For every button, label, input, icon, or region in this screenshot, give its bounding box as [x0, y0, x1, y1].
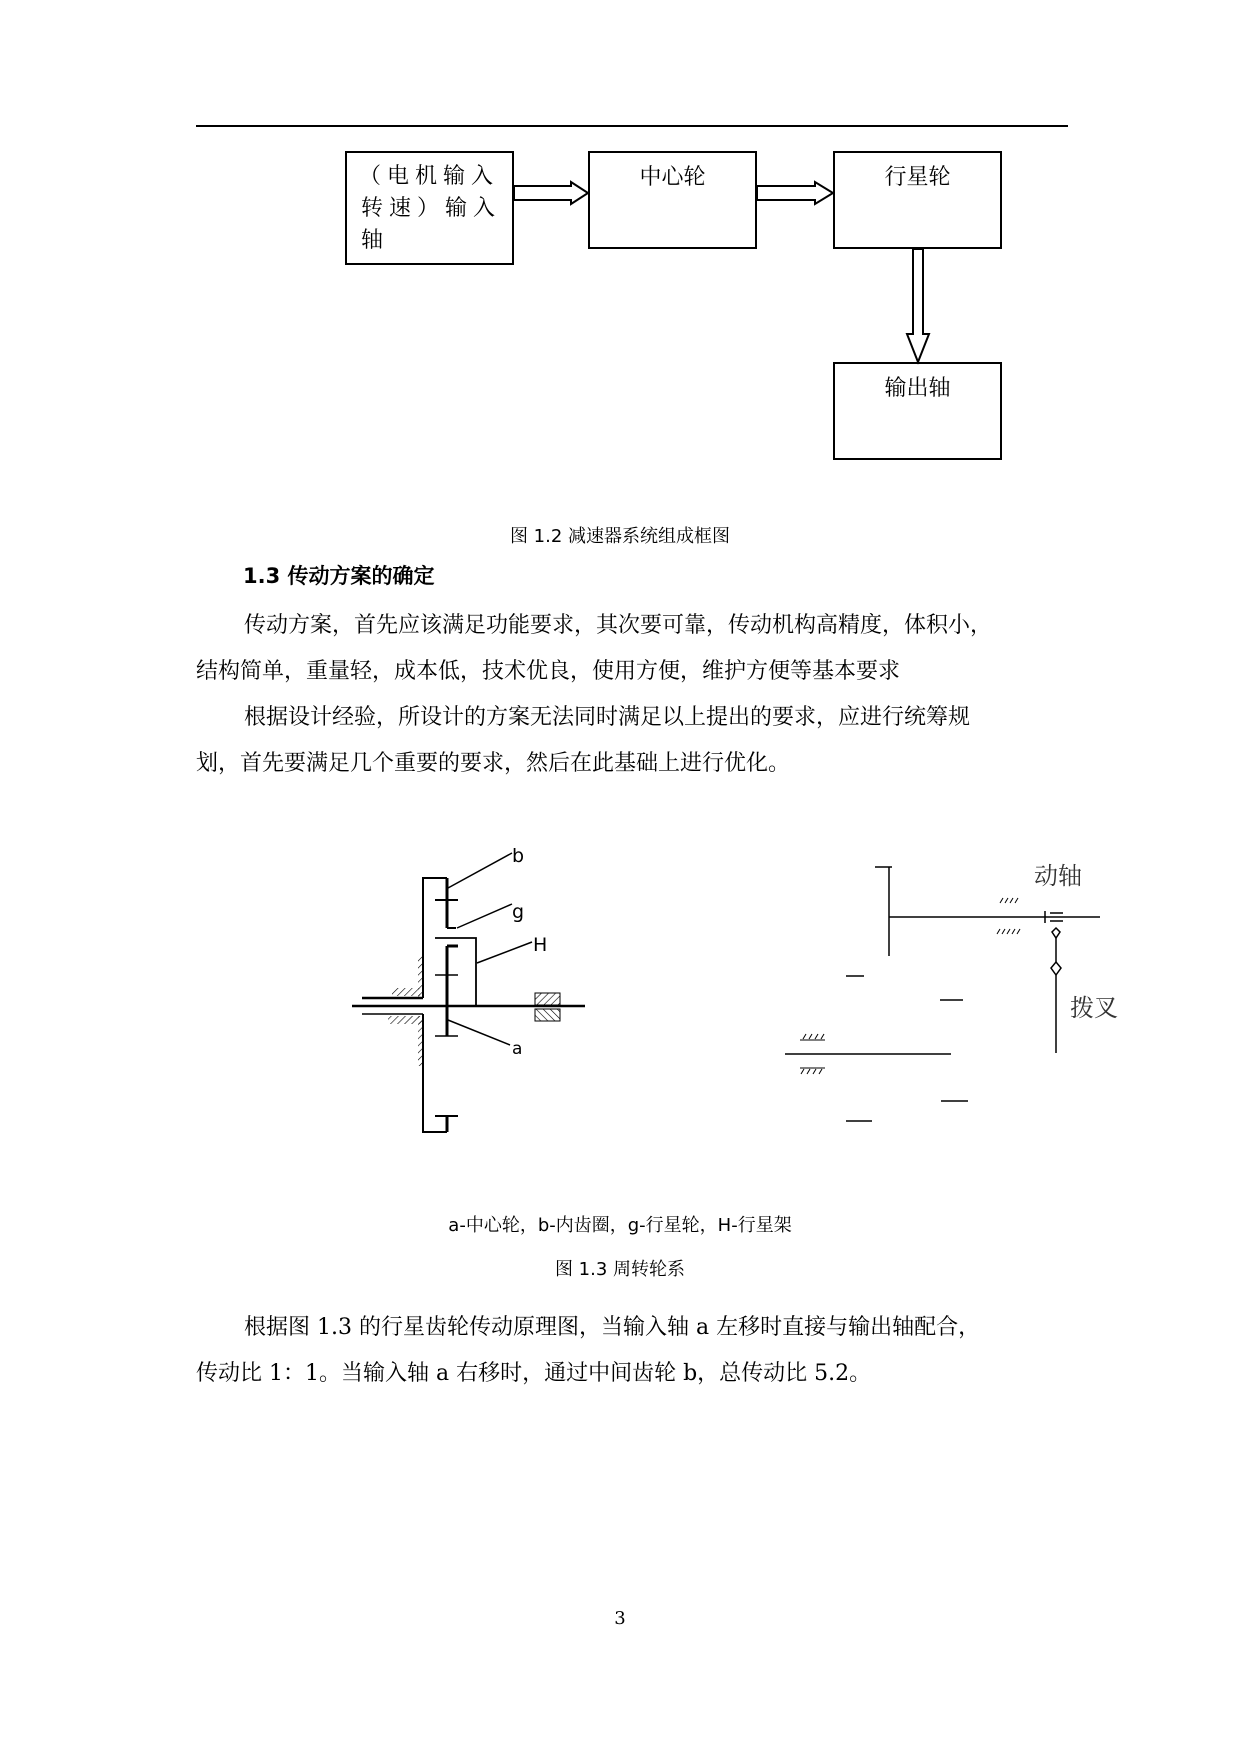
- label-shaft: 动轴: [1034, 862, 1082, 890]
- shift-fork-schematic: [785, 867, 1100, 1121]
- arrow-planet-to-output: [907, 249, 929, 362]
- label-H: H: [533, 934, 548, 956]
- figure-1-3-diagrams: [0, 820, 1240, 1160]
- figure-1-3-caption: 图 1.3 周转轮系: [554, 1259, 686, 1280]
- box-input-shaft-line2: 转速）输入: [361, 196, 502, 221]
- planetary-gear-schematic: [352, 853, 585, 1132]
- figure-1-2-caption: 图 1.2 减速器系统组成框图: [509, 526, 731, 547]
- arrow-input-to-sun: [514, 182, 588, 204]
- box-sun-gear-label: 中心轮: [639, 165, 706, 190]
- label-fork: 拨叉: [1070, 994, 1118, 1022]
- paragraph2-line2: 划，首先要满足几个重要的要求，然后在此基础上进行优化。: [196, 751, 791, 776]
- figure-1-3-legend: a-中心轮，b-内齿圈，g-行星轮，H-行星架: [448, 1215, 792, 1236]
- box-input-shaft-line1: （电机输入: [359, 164, 500, 189]
- label-a: a: [512, 1039, 523, 1059]
- hatch-marks: [801, 898, 1020, 1074]
- paragraph-requirements: [196, 603, 1076, 787]
- page-number: 3: [614, 1608, 626, 1629]
- label-b: b: [512, 845, 525, 867]
- section-heading: 1.3 传动方案的确定: [243, 564, 435, 588]
- conclusion-line1: 根据图 1.3 的行星齿轮传动原理图，当输入轴 a 左移时直接与输出轴配合，: [244, 1315, 981, 1340]
- arrow-sun-to-planet: [757, 182, 833, 204]
- paragraph2-line1: 根据设计经验，所设计的方案无法同时满足以上提出的要求，应进行统筹规: [244, 705, 971, 730]
- block-arrows: [0, 0, 1240, 480]
- label-g: g: [512, 901, 525, 923]
- conclusion-line2: 传动比 1：1。当输入轴 a 右移时，通过中间齿轮 b，总传动比 5.2。: [196, 1361, 872, 1386]
- box-output-shaft-label: 输出轴: [884, 376, 951, 401]
- paragraph1-line2: 结构简单，重量轻，成本低，技术优良，使用方便，维护方便等基本要求: [196, 659, 901, 684]
- paragraph1-line1: 传动方案，首先应该满足功能要求，其次要可靠，传动机构高精度，体积小，: [244, 613, 993, 638]
- box-input-shaft-line3: 轴: [361, 228, 384, 253]
- box-planet-gear-label: 行星轮: [884, 165, 951, 190]
- paragraph-conclusion: [196, 1305, 1076, 1397]
